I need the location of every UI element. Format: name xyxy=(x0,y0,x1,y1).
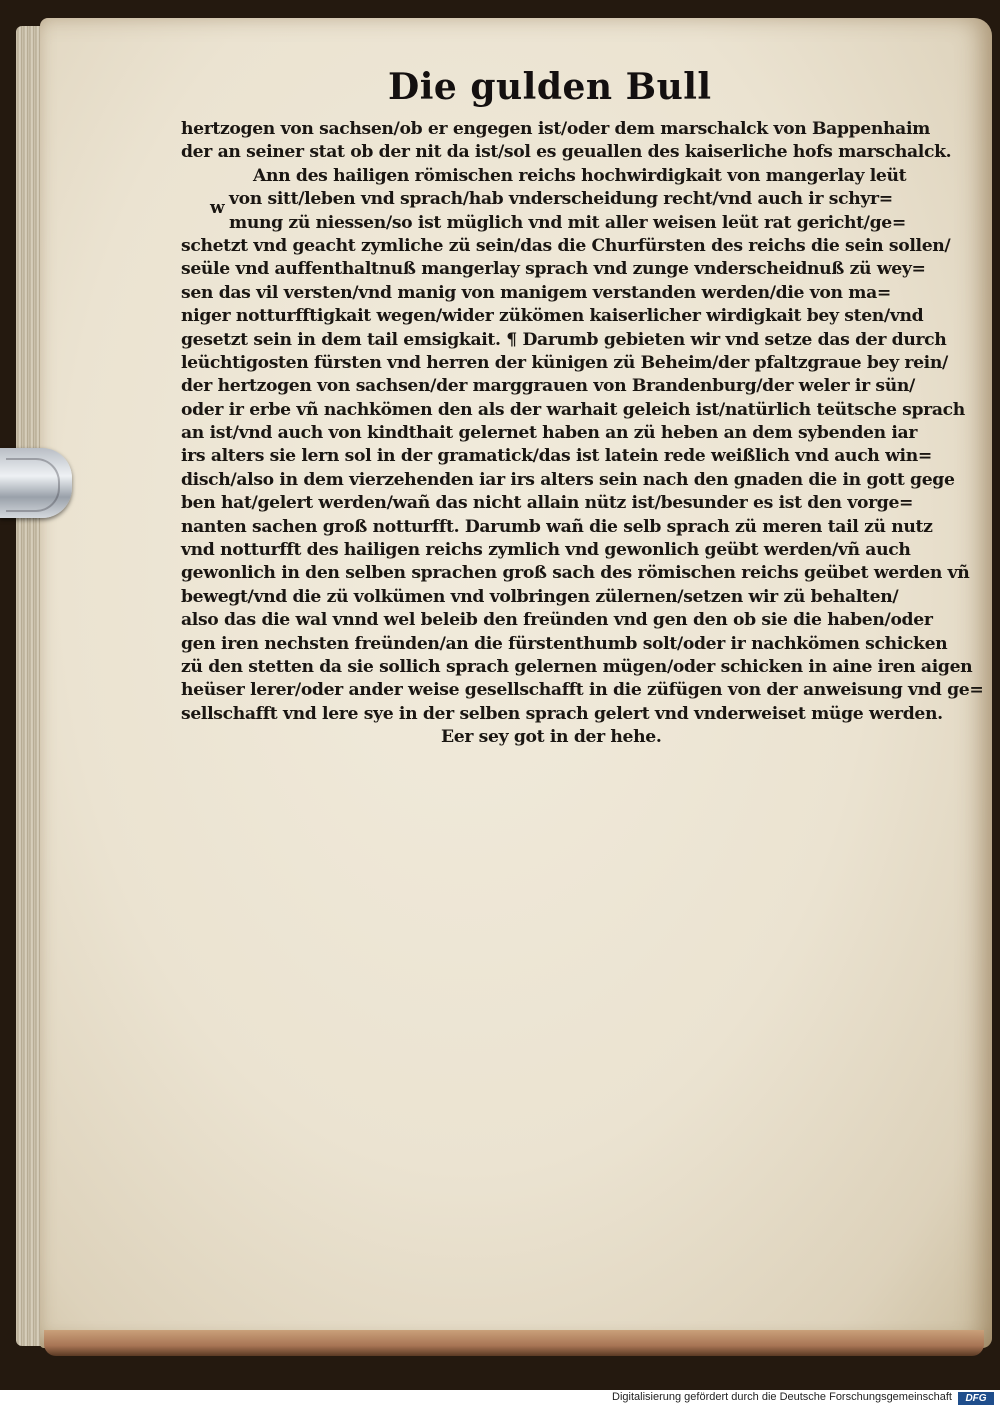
text-line: seüle vnd auffenthaltnuß mangerlay sprach vnd zunge vnderscheidnuß zü wey= xyxy=(181,259,926,280)
text-line: zü den stetten da sie sollich sprach gelernen mügen/oder schicken in aine iren aigen xyxy=(181,656,973,677)
text-line: bewegt/vnd die zü volkümen vnd volbringen zülernen/setzen wir zü behalten/ xyxy=(181,586,899,607)
footer-bar xyxy=(0,1390,1000,1408)
closing-line: Eer sey got in der hehe. xyxy=(441,727,662,748)
text-line: von sitt/leben vnd sprach/hab vnderscheidung recht/vnd auch ir schyr= xyxy=(229,189,893,210)
text-block xyxy=(181,118,984,750)
text-line: der an seiner stat ob der nit da ist/sol es geuallen des kaiserliche hofs marschalck. xyxy=(181,142,952,163)
text-line: ben hat/gelert werden/wañ das nicht allain nütz ist/besunder es ist den vorge= xyxy=(181,493,914,514)
text-line: Ann des hailigen römischen reichs hochwirdigkait von mangerlay leüt xyxy=(253,165,907,186)
text-line: irs alters sie lern sol in der gramatick/das ist latein rede weißlich vnd auch win= xyxy=(181,446,932,467)
text-line: niger notturfftigkait wegen/wider zükömen kaiserlicher wirdigkait bey sten/vnd xyxy=(181,306,924,327)
page-clip-icon xyxy=(0,448,72,518)
page-header-title: Die gulden Bull xyxy=(388,66,712,108)
text-line: vnd notturfft des hailigen reichs zymlich vnd gewonlich geübt werden/vñ auch xyxy=(181,540,911,561)
text-line: mung zü niessen/so ist müglich vnd mit aller weisen leüt rat gericht/ge= xyxy=(229,212,906,233)
text-line: oder ir erbe vñ nachkömen den als der warhait geleich ist/natürlich teütsche sprach xyxy=(181,399,965,420)
dfg-logo: DFG xyxy=(958,1392,994,1405)
text-line: also das die wal vnnd wel beleib den freünden vnd gen den ob sie die haben/oder xyxy=(181,610,933,631)
text-line: gewonlich in den selben sprachen groß sach des römischen reichs geübet werden vñ xyxy=(181,563,970,584)
text-line: an ist/vnd auch von kindthait gelernet haben an zü heben an dem sybenden iar xyxy=(181,423,918,444)
text-line: schetzt vnd geacht zymliche zü sein/das die Churfürsten des reichs die sein sollen/ xyxy=(181,235,951,256)
text-line: der hertzogen von sachsen/der marggrauen von Brandenburg/der weler ir sün/ xyxy=(181,376,915,397)
text-line: sellschafft vnd lere sye in der selben sprach gelert vnd vnderweiset müge werden. xyxy=(181,703,943,724)
text-line: sen das vil versten/vnd manig von manigem verstanden werden/die von ma= xyxy=(181,282,891,303)
text-line: disch/also in dem vierzehenden iar irs alters sein nach den gnaden die in gott gege xyxy=(181,469,955,490)
text-line: hertzogen von sachsen/ob er engegen ist/oder dem marschalck von Bappenhaim xyxy=(181,119,930,139)
text-line: gen iren nechsten freünden/an die fürstenthumb solt/oder ir nachkömen schicken xyxy=(181,633,948,654)
book-bottom-edge xyxy=(44,1330,984,1356)
text-line: gesetzt sein in dem tail emsigkait. ¶ Darumb gebieten wir vnd setze das der durch xyxy=(181,329,947,350)
marginal-initial: w xyxy=(210,198,225,218)
text-line: nanten sachen groß notturfft. Darumb wañ die selb sprach zü meren tail zü nutz xyxy=(181,516,933,537)
footer-credit: Digitalisierung gefördert durch die Deutsche Forschungsgemeinschaft xyxy=(612,1391,952,1403)
text-line: heüser lerer/oder ander weise gesellschafft in die züfügen von der anweisung vnd ge= xyxy=(181,680,984,701)
text-line: leüchtigosten fürsten vnd herren der künigen zü Beheim/der pfaltzgraue bey rein/ xyxy=(181,352,948,373)
